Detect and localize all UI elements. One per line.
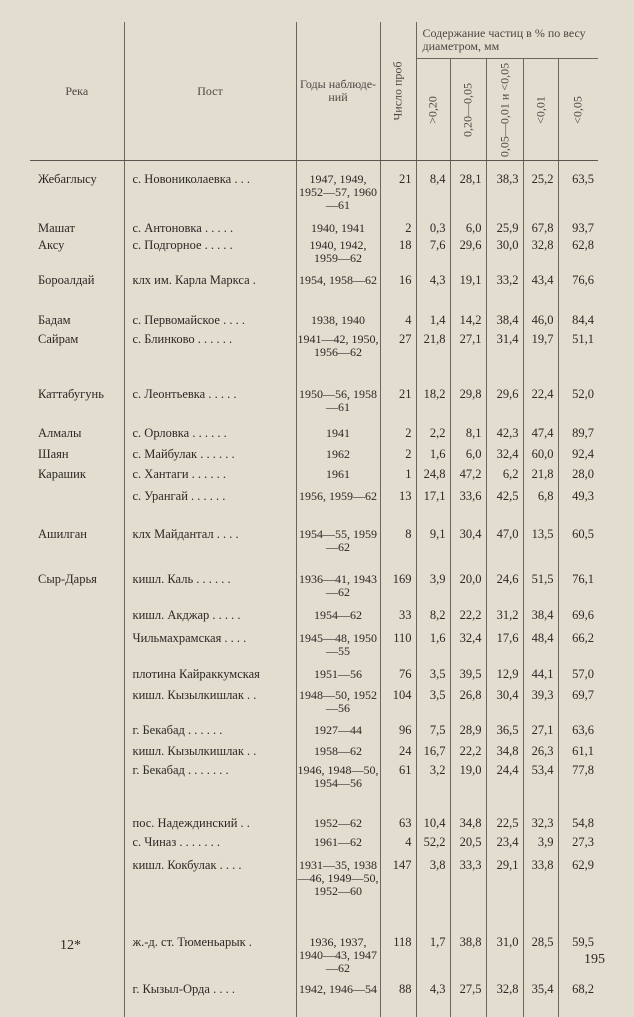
post-cell: г. Кызыл-Орда . . . .	[124, 981, 296, 1017]
pct-gt-020-cell: 1,6	[416, 448, 450, 468]
pct-020-005-cell: 38,8	[450, 932, 486, 981]
sample-count-cell: 110	[380, 630, 416, 666]
river-cell: Сыр-Дарья	[30, 565, 124, 609]
sample-count-cell: 27	[380, 331, 416, 382]
pct-020-005-cell: 28,1	[450, 161, 486, 215]
table-row	[30, 235, 598, 266]
pct-020-005-cell: 19,0	[450, 764, 486, 815]
years-cell: 1948—50, 1952—56	[296, 687, 380, 722]
header-diam-1	[450, 59, 486, 161]
pct-020-005-cell: 19,1	[450, 266, 486, 310]
pct-005-001-cell: 34,8	[486, 743, 523, 764]
pct-lt-005-cell: 62,9	[558, 857, 598, 932]
post-cell: кишл. Кокбулак . . . .	[124, 857, 296, 932]
years-cell: 1954—62	[296, 609, 380, 630]
header-diam-0	[416, 59, 450, 161]
pct-020-005-cell: 27,5	[450, 981, 486, 1017]
table-row	[30, 836, 598, 857]
table-row	[30, 565, 598, 609]
pct-gt-020-cell: 8,2	[416, 609, 450, 630]
pct-005-001-cell: 22,5	[486, 815, 523, 836]
table-row	[30, 427, 598, 448]
pct-gt-020-cell: 16,7	[416, 743, 450, 764]
pct-020-005-cell: 20,5	[450, 836, 486, 857]
pct-005-001-cell: 12,9	[486, 666, 523, 687]
post-cell: плотина Кайраккумская	[124, 666, 296, 687]
river-cell	[30, 722, 124, 743]
pct-005-001-cell: 47,0	[486, 524, 523, 565]
river-cell: Бадам	[30, 310, 124, 331]
pct-005-001-cell: 30,4	[486, 687, 523, 722]
pct-005-001-cell: 38,4	[486, 310, 523, 331]
table-row	[30, 981, 598, 1017]
pct-020-005-cell: 29,8	[450, 382, 486, 427]
post-cell: с. Чиназ . . . . . . .	[124, 836, 296, 857]
header-diam-2	[486, 59, 523, 161]
years-cell: 1954—55, 1959—62	[296, 524, 380, 565]
pct-gt-020-cell: 1,7	[416, 932, 450, 981]
signature-mark: 12*	[60, 938, 81, 954]
pct-020-005-cell: 22,2	[450, 743, 486, 764]
table-row	[30, 857, 598, 932]
sample-count-cell: 21	[380, 382, 416, 427]
pct-005-001-cell: 29,1	[486, 857, 523, 932]
pct-lt-001-cell: 53,4	[523, 764, 558, 815]
table-row	[30, 488, 598, 524]
table-row	[30, 310, 598, 331]
pct-020-005-cell: 32,4	[450, 630, 486, 666]
river-cell	[30, 836, 124, 857]
pct-020-005-cell: 14,2	[450, 310, 486, 331]
river-cell	[30, 743, 124, 764]
pct-lt-001-cell: 67,8	[523, 214, 558, 235]
pct-lt-001-cell: 47,4	[523, 427, 558, 448]
table-row	[30, 609, 598, 630]
pct-005-001-cell: 17,6	[486, 630, 523, 666]
table-row	[30, 815, 598, 836]
post-cell: кишл. Кызылкишлак . .	[124, 743, 296, 764]
pct-lt-005-cell: 49,3	[558, 488, 598, 524]
pct-gt-020-cell: 21,8	[416, 331, 450, 382]
pct-005-001-cell: 42,5	[486, 488, 523, 524]
river-cell: Аксу	[30, 235, 124, 266]
table-row	[30, 722, 598, 743]
sample-count-cell: 63	[380, 815, 416, 836]
river-cell: Ашилган	[30, 524, 124, 565]
river-cell	[30, 630, 124, 666]
pct-005-001-cell: 31,2	[486, 609, 523, 630]
sample-count-cell: 88	[380, 981, 416, 1017]
post-cell: с. Антоновка . . . . .	[124, 214, 296, 235]
pct-020-005-cell: 34,8	[450, 815, 486, 836]
years-cell: 1941—42, 1950, 1956—62	[296, 331, 380, 382]
years-cell: 1940, 1941	[296, 214, 380, 235]
pct-005-001-cell: 24,6	[486, 565, 523, 609]
table-row	[30, 630, 598, 666]
sample-count-cell: 118	[380, 932, 416, 981]
river-cell: Сайрам	[30, 331, 124, 382]
pct-005-001-cell: 38,3	[486, 161, 523, 215]
pct-lt-005-cell: 61,1	[558, 743, 598, 764]
pct-020-005-cell: 22,2	[450, 609, 486, 630]
pct-lt-001-cell: 38,4	[523, 609, 558, 630]
pct-lt-001-cell: 35,4	[523, 981, 558, 1017]
table-row	[30, 161, 598, 215]
years-cell: 1951—56	[296, 666, 380, 687]
pct-lt-005-cell: 51,1	[558, 331, 598, 382]
pct-gt-020-cell: 0,3	[416, 214, 450, 235]
river-cell	[30, 815, 124, 836]
pct-lt-001-cell: 60,0	[523, 448, 558, 468]
post-cell: г. Бекабад . . . . . . .	[124, 764, 296, 815]
pct-lt-001-cell: 13,5	[523, 524, 558, 565]
header-samples-text: Число проб	[392, 61, 405, 120]
table-header	[30, 22, 598, 161]
pct-005-001-cell: 36,5	[486, 722, 523, 743]
pct-lt-001-cell: 33,8	[523, 857, 558, 932]
header-diam-4	[558, 59, 598, 161]
header-diam-2-text: 0,05—0,01 и <0,05	[498, 63, 511, 157]
pct-lt-005-cell: 84,4	[558, 310, 598, 331]
header-diam-1-text: 0,20—0,05	[462, 83, 475, 137]
pct-gt-020-cell: 3,2	[416, 764, 450, 815]
years-cell: 1942, 1946—54	[296, 981, 380, 1017]
sample-count-cell: 1	[380, 468, 416, 488]
pct-gt-020-cell: 8,4	[416, 161, 450, 215]
sample-count-cell: 147	[380, 857, 416, 932]
pct-gt-020-cell: 3,8	[416, 857, 450, 932]
pct-020-005-cell: 20,0	[450, 565, 486, 609]
pct-lt-005-cell: 62,8	[558, 235, 598, 266]
post-cell: с. Новониколаевка . . .	[124, 161, 296, 215]
pct-lt-005-cell: 89,7	[558, 427, 598, 448]
pct-gt-020-cell: 1,4	[416, 310, 450, 331]
pct-lt-005-cell: 63,5	[558, 161, 598, 215]
table-row	[30, 331, 598, 382]
river-cell	[30, 666, 124, 687]
years-cell: 1947, 1949, 1952—57, 1960—61	[296, 161, 380, 215]
river-cell	[30, 981, 124, 1017]
pct-lt-005-cell: 52,0	[558, 382, 598, 427]
years-cell: 1938, 1940	[296, 310, 380, 331]
pct-gt-020-cell: 52,2	[416, 836, 450, 857]
river-cell: Машат	[30, 214, 124, 235]
years-cell: 1958—62	[296, 743, 380, 764]
pct-020-005-cell: 6,0	[450, 448, 486, 468]
years-cell: 1961—62	[296, 836, 380, 857]
years-cell: 1946, 1948—50, 1954—56	[296, 764, 380, 815]
sample-count-cell: 4	[380, 836, 416, 857]
sample-count-cell: 2	[380, 427, 416, 448]
post-cell: кишл. Акджар . . . . .	[124, 609, 296, 630]
pct-005-001-cell: 42,3	[486, 427, 523, 448]
pct-gt-020-cell: 4,3	[416, 266, 450, 310]
pct-gt-020-cell: 1,6	[416, 630, 450, 666]
table-body	[30, 161, 598, 1017]
river-cell: Карашик	[30, 468, 124, 488]
pct-lt-001-cell: 39,3	[523, 687, 558, 722]
pct-lt-001-cell: 51,5	[523, 565, 558, 609]
pct-gt-020-cell: 2,2	[416, 427, 450, 448]
pct-lt-005-cell: 68,2	[558, 981, 598, 1017]
years-cell: 1941	[296, 427, 380, 448]
years-cell: 1931—35, 1938—46, 1949—50, 1952—60	[296, 857, 380, 932]
pct-lt-005-cell: 54,8	[558, 815, 598, 836]
pct-gt-020-cell: 3,5	[416, 666, 450, 687]
post-cell: ж.-д. ст. Тюменьарык .	[124, 932, 296, 981]
post-cell: с. Блинково . . . . . .	[124, 331, 296, 382]
sample-count-cell: 16	[380, 266, 416, 310]
pct-gt-020-cell: 4,3	[416, 981, 450, 1017]
river-cell	[30, 857, 124, 932]
pct-005-001-cell: 32,8	[486, 981, 523, 1017]
pct-gt-020-cell: 7,5	[416, 722, 450, 743]
header-years: Годы наблюде- ний	[296, 22, 380, 161]
table-row	[30, 266, 598, 310]
pct-lt-001-cell: 21,8	[523, 468, 558, 488]
pct-lt-001-cell: 32,3	[523, 815, 558, 836]
post-cell: с. Леонтьевка . . . . .	[124, 382, 296, 427]
header-post: Пост	[124, 22, 296, 161]
sample-count-cell: 4	[380, 310, 416, 331]
post-cell: с. Хантаги . . . . . .	[124, 468, 296, 488]
pct-lt-005-cell: 60,5	[558, 524, 598, 565]
pct-020-005-cell: 30,4	[450, 524, 486, 565]
years-cell: 1952—62	[296, 815, 380, 836]
pct-005-001-cell: 29,6	[486, 382, 523, 427]
pct-lt-001-cell: 3,9	[523, 836, 558, 857]
pct-020-005-cell: 26,8	[450, 687, 486, 722]
pct-gt-020-cell: 18,2	[416, 382, 450, 427]
post-cell: с. Подгорное . . . . .	[124, 235, 296, 266]
pct-lt-005-cell: 59,5	[558, 932, 598, 981]
pct-lt-005-cell: 77,8	[558, 764, 598, 815]
pct-020-005-cell: 8,1	[450, 427, 486, 448]
pct-lt-001-cell: 48,4	[523, 630, 558, 666]
pct-lt-005-cell: 28,0	[558, 468, 598, 488]
pct-lt-001-cell: 25,2	[523, 161, 558, 215]
river-cell: Алмалы	[30, 427, 124, 448]
table-row	[30, 687, 598, 722]
pct-005-001-cell: 6,2	[486, 468, 523, 488]
post-cell: Чильмахрамская . . . .	[124, 630, 296, 666]
header-diam-0-text: >0,20	[427, 96, 440, 124]
pct-lt-005-cell: 63,6	[558, 722, 598, 743]
pct-005-001-cell: 24,4	[486, 764, 523, 815]
table-row	[30, 743, 598, 764]
river-cell: Каттабугунь	[30, 382, 124, 427]
years-cell: 1954, 1958—62	[296, 266, 380, 310]
post-cell: пос. Надеждинский . .	[124, 815, 296, 836]
pct-lt-001-cell: 44,1	[523, 666, 558, 687]
pct-gt-020-cell: 17,1	[416, 488, 450, 524]
pct-020-005-cell: 27,1	[450, 331, 486, 382]
pct-005-001-cell: 33,2	[486, 266, 523, 310]
sample-count-cell: 21	[380, 161, 416, 215]
sample-count-cell: 33	[380, 609, 416, 630]
river-cell	[30, 764, 124, 815]
river-cell	[30, 609, 124, 630]
river-cell	[30, 488, 124, 524]
post-cell: клх Майдантал . . . .	[124, 524, 296, 565]
table-row	[30, 448, 598, 468]
years-cell: 1956, 1959—62	[296, 488, 380, 524]
pct-lt-001-cell: 27,1	[523, 722, 558, 743]
sample-count-cell: 24	[380, 743, 416, 764]
pct-020-005-cell: 47,2	[450, 468, 486, 488]
header-diam-3-text: <0,01	[534, 96, 547, 124]
header-diam-4-text: <0,05	[572, 96, 585, 124]
sediment-table	[30, 22, 598, 1017]
sample-count-cell: 104	[380, 687, 416, 722]
pct-lt-001-cell: 32,8	[523, 235, 558, 266]
pct-020-005-cell: 33,3	[450, 857, 486, 932]
sample-count-cell: 18	[380, 235, 416, 266]
header-content: Содержание частиц в % по весу диаметром, мм	[416, 22, 598, 59]
river-cell: Шаян	[30, 448, 124, 468]
post-cell: кишл. Кызылкишлак . .	[124, 687, 296, 722]
sample-count-cell: 61	[380, 764, 416, 815]
sample-count-cell: 76	[380, 666, 416, 687]
pct-lt-001-cell: 22,4	[523, 382, 558, 427]
table-row	[30, 468, 598, 488]
post-cell: с. Урангай . . . . . .	[124, 488, 296, 524]
post-cell: с. Майбулак . . . . . .	[124, 448, 296, 468]
table-row	[30, 214, 598, 235]
sample-count-cell: 2	[380, 214, 416, 235]
river-cell	[30, 687, 124, 722]
post-cell: кишл. Каль . . . . . .	[124, 565, 296, 609]
pct-gt-020-cell: 3,9	[416, 565, 450, 609]
post-cell: г. Бекабад . . . . . .	[124, 722, 296, 743]
sample-count-cell: 169	[380, 565, 416, 609]
pct-lt-001-cell: 46,0	[523, 310, 558, 331]
pct-lt-005-cell: 92,4	[558, 448, 598, 468]
pct-lt-001-cell: 28,5	[523, 932, 558, 981]
post-cell: с. Первомайское . . . .	[124, 310, 296, 331]
pct-lt-001-cell: 43,4	[523, 266, 558, 310]
pct-lt-005-cell: 69,7	[558, 687, 598, 722]
pct-lt-005-cell: 27,3	[558, 836, 598, 857]
sample-count-cell: 96	[380, 722, 416, 743]
pct-005-001-cell: 32,4	[486, 448, 523, 468]
header-river: Река	[30, 22, 124, 161]
header-samples	[380, 22, 416, 161]
table-row	[30, 666, 598, 687]
pct-005-001-cell: 25,9	[486, 214, 523, 235]
table-row	[30, 932, 598, 981]
pct-005-001-cell: 30,0	[486, 235, 523, 266]
post-cell: клх им. Карла Маркса .	[124, 266, 296, 310]
pct-020-005-cell: 6,0	[450, 214, 486, 235]
sample-count-cell: 8	[380, 524, 416, 565]
years-cell: 1936—41, 1943—62	[296, 565, 380, 609]
pct-gt-020-cell: 24,8	[416, 468, 450, 488]
pct-lt-001-cell: 19,7	[523, 331, 558, 382]
header-diam-3	[523, 59, 558, 161]
page-number: 195	[584, 952, 605, 968]
pct-020-005-cell: 39,5	[450, 666, 486, 687]
pct-lt-005-cell: 57,0	[558, 666, 598, 687]
years-cell: 1936, 1937, 1940—43, 1947—62	[296, 932, 380, 981]
table-row	[30, 524, 598, 565]
sample-count-cell: 2	[380, 448, 416, 468]
post-cell: с. Орловка . . . . . .	[124, 427, 296, 448]
pct-020-005-cell: 28,9	[450, 722, 486, 743]
years-cell: 1962	[296, 448, 380, 468]
pct-lt-001-cell: 6,8	[523, 488, 558, 524]
pct-lt-005-cell: 76,1	[558, 565, 598, 609]
years-cell: 1940, 1942, 1959—62	[296, 235, 380, 266]
years-cell: 1950—56, 1958—61	[296, 382, 380, 427]
pct-lt-005-cell: 69,6	[558, 609, 598, 630]
pct-lt-001-cell: 26,3	[523, 743, 558, 764]
years-cell: 1961	[296, 468, 380, 488]
pct-gt-020-cell: 10,4	[416, 815, 450, 836]
sample-count-cell: 13	[380, 488, 416, 524]
pct-gt-020-cell: 7,6	[416, 235, 450, 266]
pct-020-005-cell: 33,6	[450, 488, 486, 524]
pct-020-005-cell: 29,6	[450, 235, 486, 266]
river-cell: Бороалдай	[30, 266, 124, 310]
pct-gt-020-cell: 3,5	[416, 687, 450, 722]
table-row	[30, 764, 598, 815]
pct-005-001-cell: 31,0	[486, 932, 523, 981]
pct-005-001-cell: 31,4	[486, 331, 523, 382]
river-cell: Жебаглысу	[30, 161, 124, 215]
years-cell: 1927—44	[296, 722, 380, 743]
years-cell: 1945—48, 1950—55	[296, 630, 380, 666]
pct-lt-005-cell: 66,2	[558, 630, 598, 666]
table-row	[30, 382, 598, 427]
pct-005-001-cell: 23,4	[486, 836, 523, 857]
pct-gt-020-cell: 9,1	[416, 524, 450, 565]
pct-lt-005-cell: 93,7	[558, 214, 598, 235]
pct-lt-005-cell: 76,6	[558, 266, 598, 310]
